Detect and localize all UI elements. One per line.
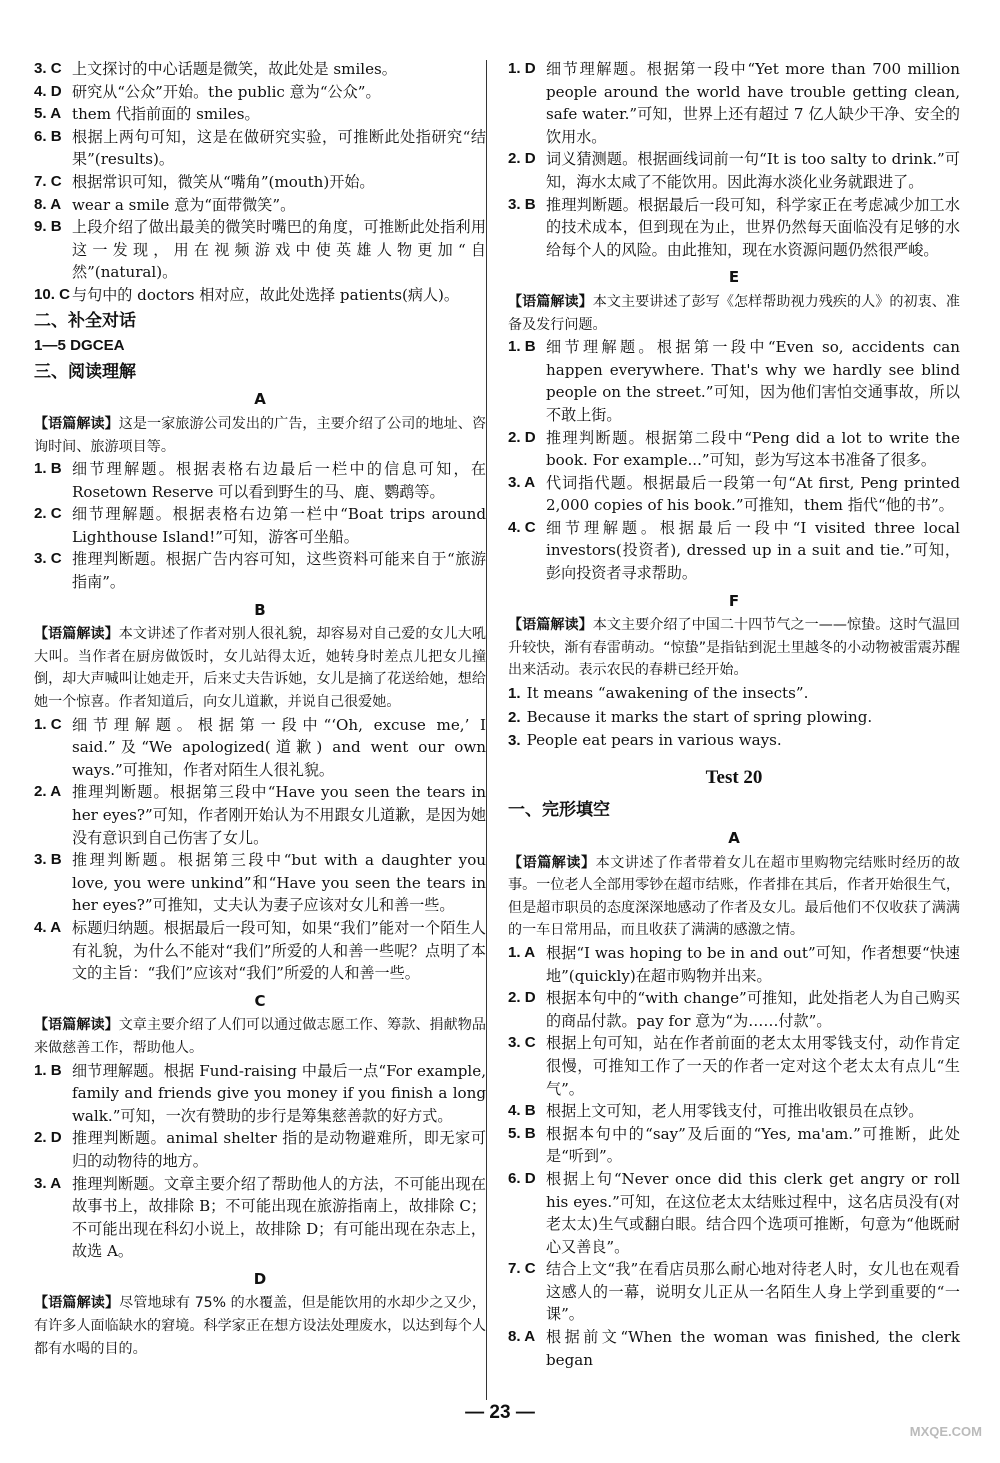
- answer-item: [34, 284, 486, 307]
- answer-item: [34, 171, 486, 194]
- answer-number: 2. D: [508, 989, 536, 1007]
- answer-explanation: 结合上文“我”在看店员那么耐心地对待老人时，女儿也在观看这感人的一幕，说明女儿正从一名陌生人身上学到重要的“一课”。: [546, 1260, 960, 1324]
- summary-text: 这是一家旅游公司发出的广告，主要介绍了公司的地址、咨询时间、旅游项目等。: [34, 415, 487, 455]
- summary-tag: 【语篇解读】: [34, 1017, 119, 1034]
- answer-explanation: them 代指前面的 smiles。: [72, 105, 260, 124]
- answer-number: 1. C: [34, 715, 62, 733]
- answer-explanation: 推理判断题。根据第三段中“Have you seen the tears in her eyes?”可知，作者刚开始认为不用跟女儿道歉，是因为她没有意识到自己伤害了女儿。: [72, 783, 486, 847]
- summary-text: 文章主要介绍了人们可以通过做志愿工作、筹款、捐献物品来做慈善工作，帮助他人。: [34, 1017, 487, 1056]
- answer-explanation: 代词指代题。根据最后一段第一句“At first, Peng printed 2,000 copies of his book.”可推知，them 指代“他的书”。: [546, 473, 960, 515]
- answer-item: [508, 58, 960, 148]
- passage-b-summary: [34, 623, 486, 713]
- answer-explanation: 细节理解题。根据最后一段中“I visited three local investors(投资者), dressed up in a suit and tie.”可知，彭向投资者寻求帮助。: [546, 518, 960, 583]
- answer-number: 3. B: [34, 851, 62, 869]
- answer-item: [508, 1123, 960, 1168]
- right-column: [508, 58, 960, 1371]
- answers-cloze-end: [34, 58, 486, 307]
- test-title: Test 20: [705, 766, 763, 788]
- answer-number: 7. C: [508, 1260, 536, 1278]
- summary-text: 尽管地球有 75% 的水覆盖，但是能饮用的水却少之又少，有许多人面临缺水的窘境。科学家正在想方设法处理废水，以达到每个人都有水喝的目的。: [34, 1295, 486, 1357]
- answer-number: 4. B: [508, 1102, 536, 1120]
- answer-item: [34, 1060, 486, 1128]
- passage-a-summary: [34, 413, 486, 458]
- answer-number: 2. D: [508, 428, 536, 446]
- answer-item: [34, 458, 486, 503]
- answer-explanation: People eat pears in various ways.: [526, 731, 782, 750]
- answer-explanation: 细节理解题。根据第一段中“‘Oh, excuse me,’ I said.”及“We apologized(道歉) and went our own ways.”可推知，作者对陌生人很礼貌。: [72, 715, 486, 779]
- answer-explanation: 根据“I was hoping to be in and out”可知，作者想要“快速地”(quickly)在超市购物并出来。: [546, 943, 960, 985]
- answer-explanation: 推理判断题。animal shelter 指的是动物避难所，即无家可归的动物待的地方。: [72, 1129, 486, 1170]
- answer-item: [508, 427, 960, 472]
- answer-item: [508, 1032, 960, 1100]
- passage-e-answers: [508, 336, 960, 585]
- answer-number: 2. C: [34, 505, 62, 523]
- summary-tag: 【语篇解读】: [508, 854, 596, 871]
- summary-text: 本文讲述了作者带着女儿在超市里购物完结账时经历的故事。一位老人全部用零钞在超市结账，作者排在其后，作者开始很生气，但是超市职员的态度深深地感动了作者及女儿。最后他们不仅收获了满满的一车日常用品，而且收获了满满的感激之情。: [508, 854, 961, 939]
- answer-number: 3. A: [508, 473, 536, 491]
- answer-explanation: 根据前文“When the woman was finished, the clerk began: [546, 1328, 960, 1369]
- cloze-a-letter: A: [728, 829, 740, 847]
- answer-explanation: 根据上两句可知，这是在做研究实验，可推断此处指研究“结果”(results)。: [72, 127, 486, 169]
- answer-item: [34, 126, 486, 171]
- answer-explanation: 细节理解题。根据第一段中“Yet more than 700 million people around the world have trouble getting clean, safe water.”可知，世界上还有超过 7 亿人缺少干净、安全的饮用水。: [546, 60, 960, 146]
- answer-explanation: 词义猜测题。根据画线词前一句“It is too salty to drink.”可知，海水太咸了不能饮用。因此海水淡化业务就跟进了。: [546, 150, 960, 191]
- answer-number: 7. C: [34, 172, 62, 190]
- passage-a-answers: [34, 458, 486, 594]
- answer-explanation: wear a smile 意为“面带微笑”。: [72, 195, 296, 214]
- answer-number: 1. B: [34, 1061, 62, 1079]
- answer-item: [34, 103, 486, 126]
- summary-tag: 【语篇解读】: [34, 626, 119, 643]
- section-dialogue-heading: 二、补全对话: [34, 310, 136, 331]
- answer-number: 5. B: [508, 1124, 536, 1142]
- answer-explanation: 推理判断题。文章主要介绍了帮助他人的方法，不可能出现在故事书上，故排除 B；不可能出现在旅游指南上，故排除 C；不可能出现在科幻小说上，故排除 D；有可能出现在杂志上，故选 A。: [72, 1174, 486, 1261]
- answer-item: [508, 336, 960, 426]
- answer-item: [508, 1168, 960, 1258]
- answer-item: [34, 781, 486, 849]
- answer-item: [508, 987, 960, 1032]
- answer-number: 2. A: [34, 783, 62, 801]
- answer-explanation: 细节理解题。根据第一段中“Even so, accidents can happen everywhere. That's why we hardly see blind people on the street.”可知，因为他们害怕交通事故，所以不敢上街。: [546, 338, 960, 424]
- cloze-a-summary: [508, 852, 960, 942]
- answer-explanation: 根据本句中的“say”及后面的“Yes, ma'am.”可推断，此处是“听到”。: [546, 1124, 960, 1166]
- answer-item: [508, 1326, 960, 1371]
- answer-item: [508, 1100, 960, 1123]
- answer-explanation: 上段介绍了做出最美的微笑时嘴巴的角度，可推断此处指利用这一发现，用在视频游戏中使英雄人物更加“自然”(natural)。: [72, 218, 486, 282]
- answer-item: [34, 503, 486, 548]
- passage-f-answers: [508, 682, 960, 753]
- answer-explanation: 细节理解题。根据表格右边第一栏中“Boat trips around Lighthouse Island!”可知，游客可坐船。: [72, 505, 486, 546]
- answer-number: 4. C: [508, 518, 536, 536]
- site-watermark: MXQE.COM: [909, 1424, 982, 1439]
- answer-item: [508, 517, 960, 585]
- answer-number: 3.: [508, 732, 521, 750]
- section-cloze-heading: 一、完形填空: [508, 800, 610, 821]
- answer-item: [34, 81, 486, 104]
- answer-explanation: 推理判断题。根据广告内容可知，这些资料可能来自于“旅游指南”。: [72, 550, 486, 592]
- answer-explanation: Because it marks the start of spring plowing.: [526, 707, 873, 726]
- passage-d-letter: D: [253, 1269, 267, 1288]
- cloze-a-answers: [508, 942, 960, 1371]
- answer-number: 10. C: [34, 285, 71, 303]
- answer-item: [508, 194, 960, 262]
- summary-text: 本文主要介绍了中国二十四节气之一——惊蛰。这时气温回升较快，渐有春雷萌动。“惊蛰”是指钻到泥土里越冬的小动物被雷震苏醒出来活动。表示农民的春耕已经开始。: [508, 617, 961, 679]
- answer-item: [34, 548, 486, 593]
- answer-item: [34, 58, 486, 81]
- answer-number: 2. D: [508, 150, 536, 168]
- passage-c-answers: [34, 1060, 486, 1263]
- answer-item: [34, 849, 486, 917]
- answer-number: 8. A: [508, 1328, 536, 1346]
- answer-number: 1. B: [508, 338, 536, 356]
- answer-number: 3. C: [508, 1034, 536, 1052]
- answer-number: 1. A: [508, 943, 536, 961]
- answer-explanation: 推理判断题。根据第二段中“Peng did a lot to write the book. For example...”可知，彭为写这本书准备了很多。: [546, 428, 960, 470]
- summary-text: 本文主要讲述了彭写《怎样帮助视力残疾的人》的初衷、准备及发行问题。: [508, 293, 961, 333]
- answer-item: [34, 216, 486, 284]
- answer-explanation: 研究从“公众”开始。the public 意为“公众”。: [72, 82, 381, 101]
- section-reading-heading: 三、阅读理解: [34, 361, 136, 382]
- passage-d-summary: [34, 1292, 486, 1360]
- answer-explanation: 标题归纳题。根据最后一段可知，如果“我们”能对一个陌生人有礼貌，为什么不能对“我们”所爱的人和善一些呢？点明了本文的主旨：“我们”应该对“我们”所爱的人和善一些。: [72, 918, 486, 983]
- passage-e-letter: E: [728, 268, 740, 287]
- summary-tag: 【语篇解读】: [508, 617, 593, 634]
- answer-number: 1.: [508, 685, 521, 703]
- answer-number: 6. B: [34, 127, 62, 145]
- answer-item: [34, 714, 486, 782]
- answer-number: 8. A: [34, 195, 62, 213]
- answer-explanation: 推理判断题。根据第三段中“but with a daughter you love, you were unkind”和“Have you seen the tears in her eyes?”可推知，丈夫认为妻子应该对女儿和善一些。: [72, 851, 486, 915]
- summary-tag: 【语篇解读】: [508, 293, 593, 310]
- answer-number: 9. B: [34, 218, 62, 236]
- answer-item: [508, 472, 960, 517]
- answer-explanation: 根据上文可知，老人用零钱支付，可推出收银员在点钞。: [546, 1102, 924, 1121]
- answer-explanation: 与句中的 doctors 相对应，故此处选择 patients(病人)。: [72, 285, 460, 304]
- answer-explanation: 上文探讨的中心话题是微笑，故此处是 smiles。: [72, 60, 397, 78]
- passage-f-letter: F: [728, 591, 740, 610]
- answer-number: 4. D: [34, 82, 62, 100]
- passage-e-summary: [508, 291, 960, 336]
- passage-b-answers: [34, 714, 486, 985]
- answer-number: 5. A: [34, 105, 62, 123]
- answer-item: [508, 148, 960, 193]
- passage-f-summary: [508, 614, 960, 682]
- answer-item: [34, 194, 486, 217]
- answer-number: 1. D: [508, 60, 536, 77]
- passage-c-summary: [34, 1014, 486, 1059]
- answer-number: 1. B: [34, 460, 62, 478]
- answer-number: 3. C: [34, 60, 62, 77]
- answer-number: 3. C: [34, 550, 62, 568]
- answer-number: 4. A: [34, 918, 62, 936]
- answer-item: [508, 729, 960, 753]
- passage-a-letter: A: [254, 390, 266, 409]
- answer-number: 3. A: [34, 1174, 62, 1192]
- answer-item: [34, 917, 486, 985]
- answer-item: [508, 682, 960, 706]
- answer-explanation: It means “awakening of the insects”.: [526, 684, 809, 703]
- answer-explanation: 根据上句“Never once did this clerk get angry or roll his eyes.”可知，在这位老太太结账过程中，这名店员没有(对老太太)生气或翻白眼。结合四个选项可推断，句意为“他既耐心又善良”。: [546, 1169, 960, 1256]
- answer-explanation: 根据本句中的“with change”可推知，此处指老人为自己购买的商品付款。pay for 意为“为……付款”。: [546, 989, 960, 1030]
- answer-explanation: 细节理解题。根据 Fund-raising 中最后一点“For example, family and friends give you money if you finish a long walk.”可知，一次有赞助的步行是筹集慈善款的好方式。: [72, 1061, 486, 1125]
- answer-number: 2.: [508, 708, 521, 726]
- left-column: [34, 58, 486, 1360]
- summary-text: 本文讲述了作者对别人很礼貌，却容易对自己爱的女儿大吼大叫。当作者在厨房做饭时，女儿站得太近，她转身时差点儿把女儿撞倒，却大声喊叫让她走开，后来丈夫告诉她，女儿是摘了花送给她，想给她一个惊喜。作者知道后，向女儿道歉，并说自己很爱她。: [34, 626, 487, 711]
- summary-tag: 【语篇解读】: [34, 1295, 120, 1312]
- answer-number: 2. D: [34, 1129, 62, 1147]
- summary-tag: 【语篇解读】: [34, 415, 119, 432]
- passage-b-letter: B: [254, 600, 266, 619]
- answer-item: [508, 942, 960, 987]
- answer-explanation: 根据常识可知，微笑从“嘴角”(mouth)开始。: [72, 172, 375, 191]
- answer-explanation: 根据上句可知，站在作者前面的老太太用零钱支付，动作肯定很慢，可推知工作了一天的作者一定对这个老太太有点儿“生气”。: [546, 1034, 960, 1098]
- answer-item: [508, 706, 960, 730]
- answer-number: 3. B: [508, 195, 536, 213]
- answer-explanation: 推理判断题。根据最后一段可知，科学家正在考虑减少加工水的技术成本，但到现在为止，世界仍然每天面临没有足够的水给每个人的风险。由此推知，现在水资源问题仍然很严峻。: [546, 195, 960, 259]
- dialogue-answers: 1—5 DGCEA: [34, 337, 125, 355]
- answer-item: [508, 1258, 960, 1326]
- answer-item: [34, 1173, 486, 1263]
- column-divider: [486, 60, 487, 1400]
- answer-number: 6. D: [508, 1169, 536, 1187]
- answer-explanation: 细节理解题。根据表格右边最后一栏中的信息可知，在 Rosetown Reserve 可以看到野生的马、鹿、鹦鹉等。: [72, 460, 486, 501]
- passage-d-answers: [508, 58, 960, 261]
- passage-c-letter: C: [254, 991, 266, 1010]
- answer-item: [34, 1127, 486, 1172]
- page-number: — 23 —: [465, 1402, 535, 1423]
